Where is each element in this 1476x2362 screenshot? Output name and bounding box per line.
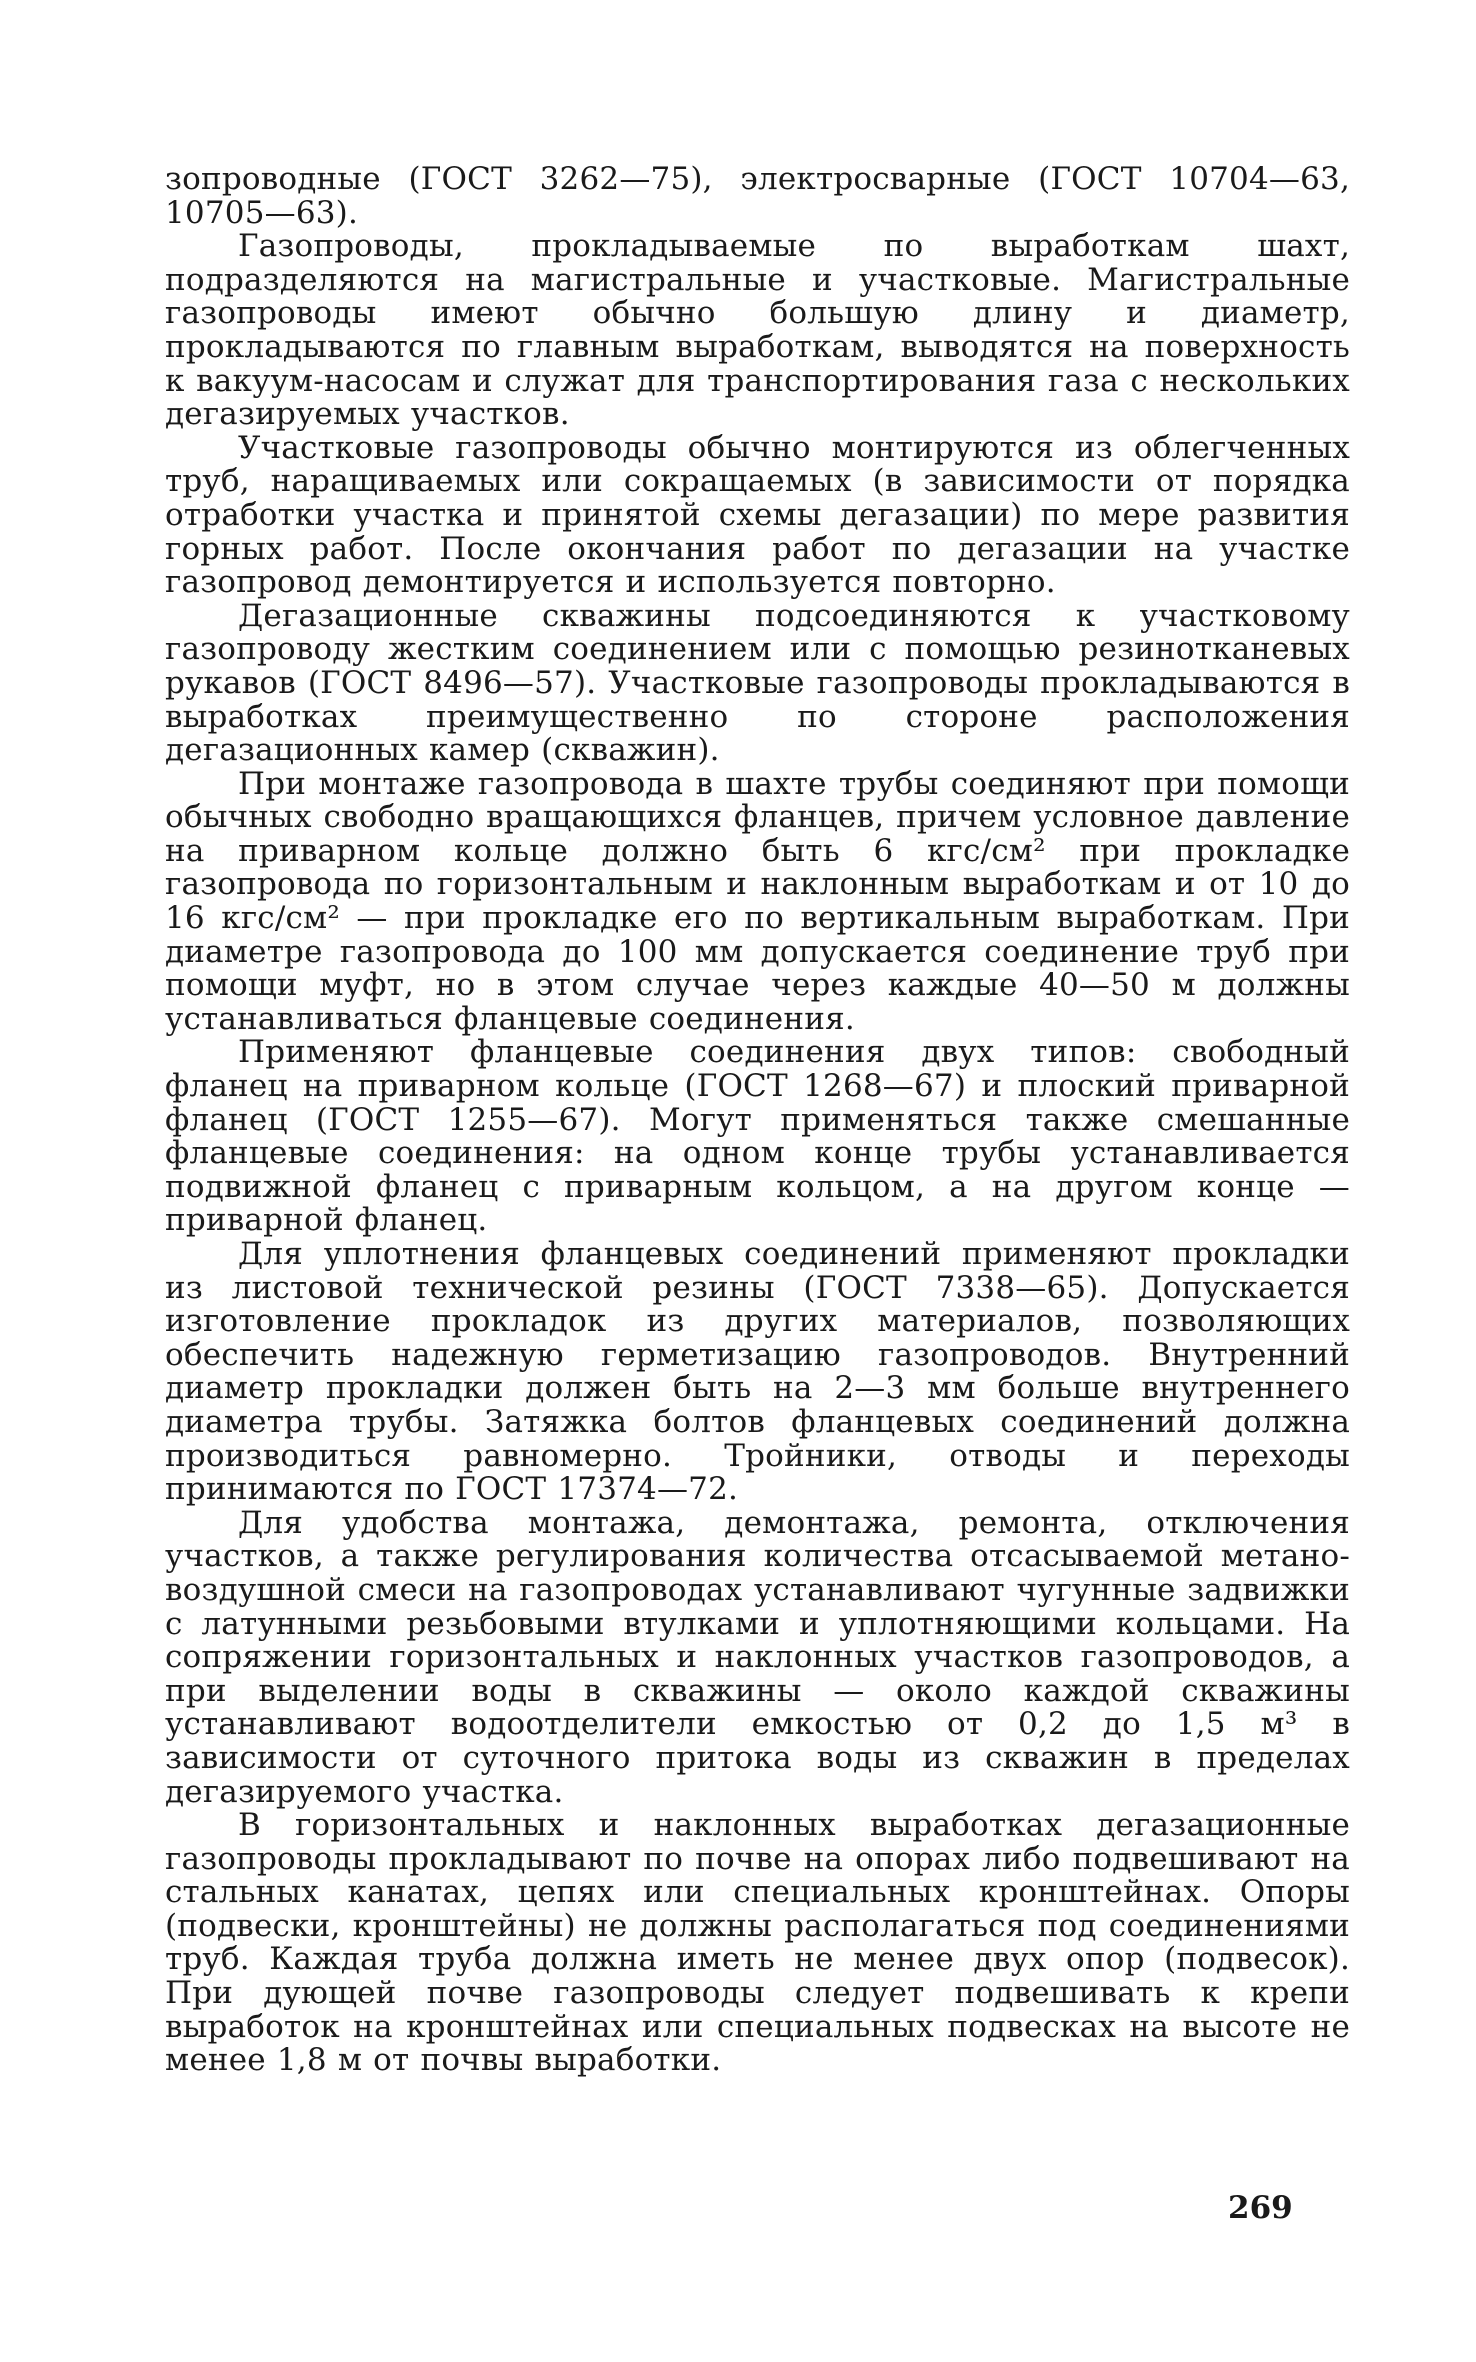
paragraph-continuation: зопроводные (ГОСТ 3262—75), электросварные (ГОСТ 10704—63, 10705—63). bbox=[165, 161, 1350, 231]
paragraph-pipeline-types: Газопроводы, прокладываемые по выработкам шахт, подразделяются на магистральные и участковые. Магистральные газопроводы имеют обычно большую длину и диаметр, прокладываются по главным выработкам, выводятся на поверхность к вакуум-насосам и служат для транспортирования газа с нескольких дегазируемых участков. bbox=[165, 228, 1350, 433]
paragraph-supports: В горизонтальных и наклонных выработках дегазационные газопроводы прокладывают по почве на опорах либо подвешивают на стальных канатах, цепях или специальных кронштейнах. Опоры (подвески, кронштейны) не должны располагаться под соединениями труб. Каждая труба должна иметь не менее двух опор (подвесок). При дующей почве газопроводы следует подвешивать к крепи выработок на кронштейнах или специальных подвесках на высоте не менее 1,8 м от почвы выработки. bbox=[165, 1807, 1350, 2079]
paragraph-valves: Для удобства монтажа, демонтажа, ремонта, отключения участков, а также регулирования количества отсасываемой метано-воздушной смеси на газопроводах устанавливают чугунные задвижки с латунными резьбовыми втулками и уплотняющими кольцами. На сопряжении горизонтальных и наклонных участков газопроводов, а при выделении воды в скважины — около каждой скважины устанавливают водоотделители емкостью от 0,2 до 1,5 м³ в зависимости от суточного притока воды из скважин в пределах дегазируемого участка. bbox=[165, 1504, 1350, 1810]
paragraph-mounting: При монтаже газопровода в шахте трубы соединяют при помощи обычных свободно вращающихся фланцев, причем условное давление на приварном кольце должно быть 6 кгс/см² при прокладке газопровода по горизонтальным и наклонным выработкам и от 10 до 16 кгс/см² — при прокладке его по вертикальным выработкам. При диаметре газопровода до 100 мм допускается соединение труб при помощи муфт, но в этом случае через каждые 40—50 м должны устанавливаться фланцевые соединения. bbox=[165, 765, 1350, 1037]
page-body bbox=[165, 163, 1350, 2078]
paragraph-section-pipelines: Участковые газопроводы обычно монтируются из облегченных труб, наращиваемых или сокращаемых (в зависимости от порядка отработки участка и принятой схемы дегазации) по мере развития горных работ. После окончания работ по дегазации на участке газопровод демонтируется и используется повторно. bbox=[165, 429, 1350, 601]
paragraph-flange-types: Применяют фланцевые соединения двух типов: свободный фланец на приварном кольце (ГОСТ 1268—67) и плоский приварной фланец (ГОСТ 1255—67). Могут применяться также смешанные фланцевые соединения: на одном конце трубы устанавливается подвижной фланец с приварным кольцом, а на другом конце — приварной фланец. bbox=[165, 1034, 1350, 1239]
page-number: 269 bbox=[1228, 2190, 1293, 2226]
paragraph-gaskets: Для уплотнения фланцевых соединений применяют прокладки из листовой технической резины (ГОСТ 7338—65). Допускается изготовление прокладок из других материалов, позволяющих обеспечить надежную герметизацию газопроводов. Внутренний диаметр прокладки должен быть на 2—3 мм больше внутреннего диаметра трубы. Затяжка болтов фланцевых соединений должна производиться равномерно. Тройники, отводы и переходы принимаются по ГОСТ 17374—72. bbox=[165, 1236, 1350, 1508]
paragraph-degassing-wells: Дегазационные скважины подсоединяются к участковому газопроводу жестким соединением или с помощью резинотканевых рукавов (ГОСТ 8496—57). Участковые газопроводы прокладываются в выработках преимущественно по стороне расположения дегазационных камер (скважин). bbox=[165, 597, 1350, 769]
